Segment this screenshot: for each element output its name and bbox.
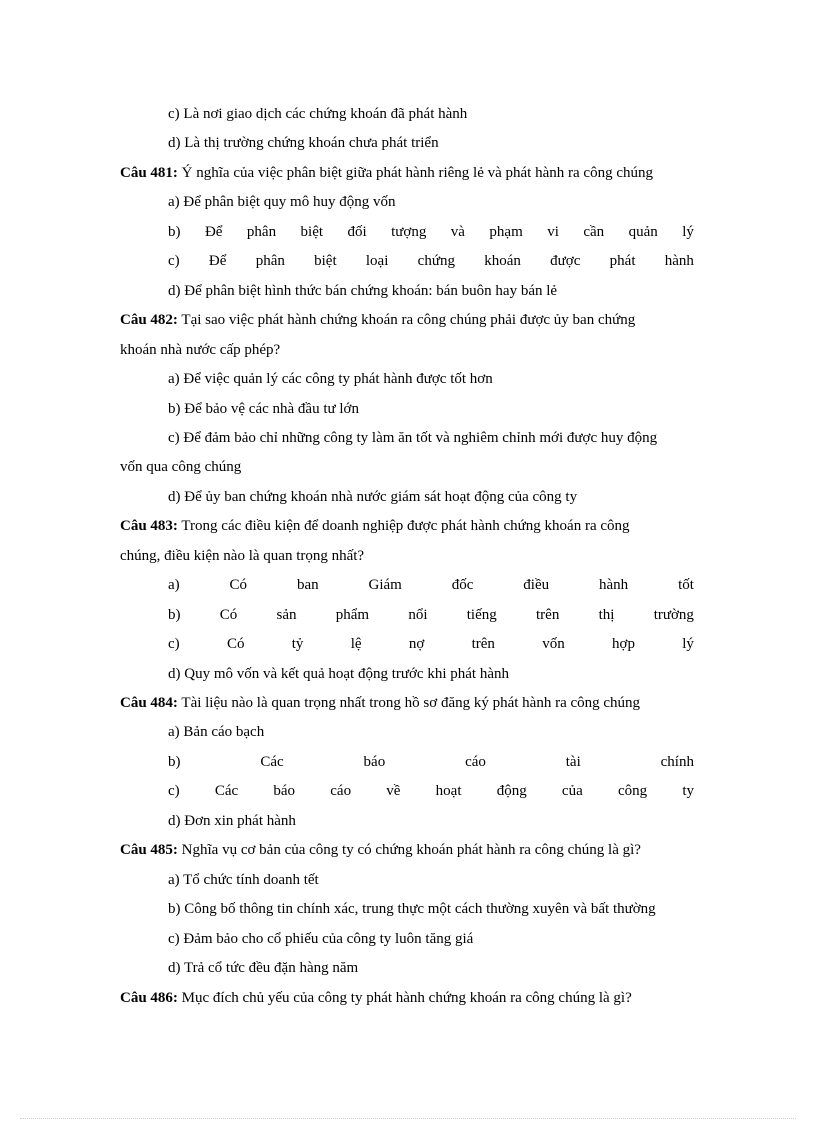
answer-word: tượng [391, 223, 427, 240]
question-text: Nghĩa vụ cơ bản của công ty có chứng khoán phát hành ra công chúng là gì? [177, 842, 641, 859]
answer-word: ban [296, 577, 319, 594]
question-continuation: khoán nhà nước cấp phép? [120, 341, 281, 358]
answer-word: a) [168, 577, 180, 594]
answer-word: c) [168, 636, 180, 653]
answer-option: d) Là thị trường chứng khoán chưa phát triển [168, 135, 439, 152]
answer-option [168, 605, 694, 625]
answer-option: c) Để đảm bảo chỉ những công ty làm ăn tốt và nghiêm chỉnh mới được huy động [168, 429, 658, 446]
question-number: Câu 484: [120, 695, 178, 711]
answer-word: b) [168, 753, 181, 770]
question-continuation: vốn qua công chúng [120, 459, 242, 476]
answer-word: phạm [489, 223, 523, 240]
answer-word: lệ [350, 636, 362, 653]
question-line [120, 840, 694, 860]
answer-word: Có [219, 606, 238, 623]
answer-option: d) Để ủy ban chứng khoán nhà nước giám sát hoạt động của công ty [168, 488, 578, 505]
answer-word: lý [682, 636, 694, 653]
answer-word: c) [168, 783, 180, 800]
answer-word: phân [255, 253, 285, 270]
answer-word: b) [168, 223, 181, 240]
question-number: Câu 481: [120, 164, 178, 181]
answer-word: trên [471, 636, 495, 653]
question-number: Câu 485: [120, 842, 178, 859]
question-line [120, 988, 694, 1008]
answer-option: c) Là nơi giao dịch các chứng khoán đã phát hành [168, 106, 468, 122]
answer-word: cáo [330, 783, 352, 800]
answer-word: hành [599, 577, 629, 594]
answer-word: được [550, 253, 581, 270]
question-text: Trong các điều kiện để doanh nghiệp được phát hành chứng khoán ra công [177, 518, 630, 535]
answer-word: cần [583, 223, 605, 240]
answer-word: cáo [465, 753, 486, 770]
answer-word: phát [609, 253, 636, 270]
answer-word: sản [276, 606, 297, 623]
answer-option [168, 222, 694, 242]
answer-word: Để [204, 223, 223, 240]
answer-word: Có [229, 577, 248, 594]
answer-word: Giám [368, 577, 402, 594]
answer-option: b) Công bố thông tin chính xác, trung thực một cách thường xuyên và bất thường [168, 901, 656, 918]
question-number: Câu 483: [120, 518, 178, 535]
answer-word: c) [168, 253, 180, 270]
answer-option: a) Bản cáo bạch [168, 724, 265, 741]
answer-option: d) Đơn xin phát hành [168, 812, 296, 829]
answer-option: c) Đảm bảo cho cổ phiếu của công ty luôn tăng giá [168, 930, 474, 947]
answer-word: động [496, 783, 527, 800]
question-text: Ý nghĩa của việc phân biệt giữa phát hành riêng lẻ và phát hành ra công chúng [177, 164, 653, 181]
answer-word: trên [536, 606, 560, 623]
answer-option [168, 781, 694, 801]
answer-word: về [386, 783, 401, 800]
answer-word: và [450, 223, 465, 240]
page-bottom-divider [20, 1118, 796, 1119]
answer-word: hoạt [435, 783, 462, 800]
answer-option: d) Trả cổ tức đều đặn hàng năm [168, 960, 359, 977]
answer-word: tỷ [291, 636, 304, 653]
answer-word: điều [523, 577, 550, 594]
answer-word: Các [260, 753, 284, 770]
answer-option: d) Để phân biệt hình thức bán chứng khoán: bán buôn hay bán lẻ [168, 282, 558, 299]
answer-option: d) Quy mô vốn và kết quả hoạt động trước khi phát hành [168, 665, 509, 682]
answer-word: chứng [417, 253, 455, 270]
answer-word: Các [214, 783, 239, 800]
question-number: Câu 486: [120, 989, 178, 1006]
answer-word: ty [682, 783, 694, 800]
question-text: Tại sao việc phát hành chứng khoán ra công chúng phải được ủy ban chứng [177, 312, 636, 329]
answer-option [168, 752, 694, 772]
answer-word: Có [226, 636, 245, 653]
answer-word: tài [565, 753, 581, 770]
answer-option [168, 575, 694, 595]
answer-option [168, 251, 694, 271]
answer-word: báo [273, 783, 296, 800]
answer-option: b) Để bảo vệ các nhà đầu tư lớn [168, 400, 359, 417]
question-text: Tài liệu nào là quan trọng nhất trong hồ sơ đăng ký phát hành ra công chúng [177, 695, 641, 711]
answer-word: hành [664, 253, 694, 270]
answer-word: vi [547, 223, 559, 240]
answer-word: phẩm [335, 606, 370, 623]
answer-word: vốn [542, 636, 565, 653]
question-text: Mục đích chủ yếu của công ty phát hành chứng khoán ra công chúng là gì? [177, 989, 632, 1006]
answer-word: của [561, 783, 583, 800]
answer-option: a) Để phân biệt quy mô huy động vốn [168, 194, 396, 211]
answer-option: a) Tổ chức tính doanh tết [168, 871, 319, 888]
answer-word: nổi [408, 606, 428, 623]
answer-word: phân [246, 223, 277, 240]
answer-word: quản [628, 223, 658, 240]
question-continuation: chúng, điều kiện nào là quan trọng nhất? [120, 547, 365, 564]
answer-word: biệt [314, 253, 337, 270]
question-line [120, 693, 694, 713]
answer-word: Để [208, 253, 227, 270]
answer-word: khoán [484, 253, 521, 270]
answer-word: nợ [408, 636, 425, 653]
answer-word: hợp [612, 636, 635, 653]
answer-word: đối [347, 223, 367, 240]
answer-word: tiếng [466, 606, 497, 623]
answer-word: đốc [451, 577, 474, 594]
answer-word: công [617, 783, 648, 800]
answer-word: tốt [678, 577, 694, 594]
question-line [120, 163, 694, 183]
answer-word: báo [363, 753, 386, 770]
answer-word: lý [682, 223, 694, 240]
answer-word: thị [598, 606, 615, 623]
question-number: Câu 482: [120, 312, 178, 329]
answer-word: loại [365, 253, 389, 270]
answer-option: a) Để việc quản lý các công ty phát hành được tốt hơn [168, 371, 493, 388]
answer-word: biệt [300, 223, 324, 240]
answer-word: trường [653, 606, 694, 623]
question-line [120, 310, 694, 330]
answer-option [168, 634, 694, 654]
answer-word: chính [660, 753, 694, 770]
question-line [120, 516, 694, 536]
answer-word: b) [168, 606, 181, 623]
